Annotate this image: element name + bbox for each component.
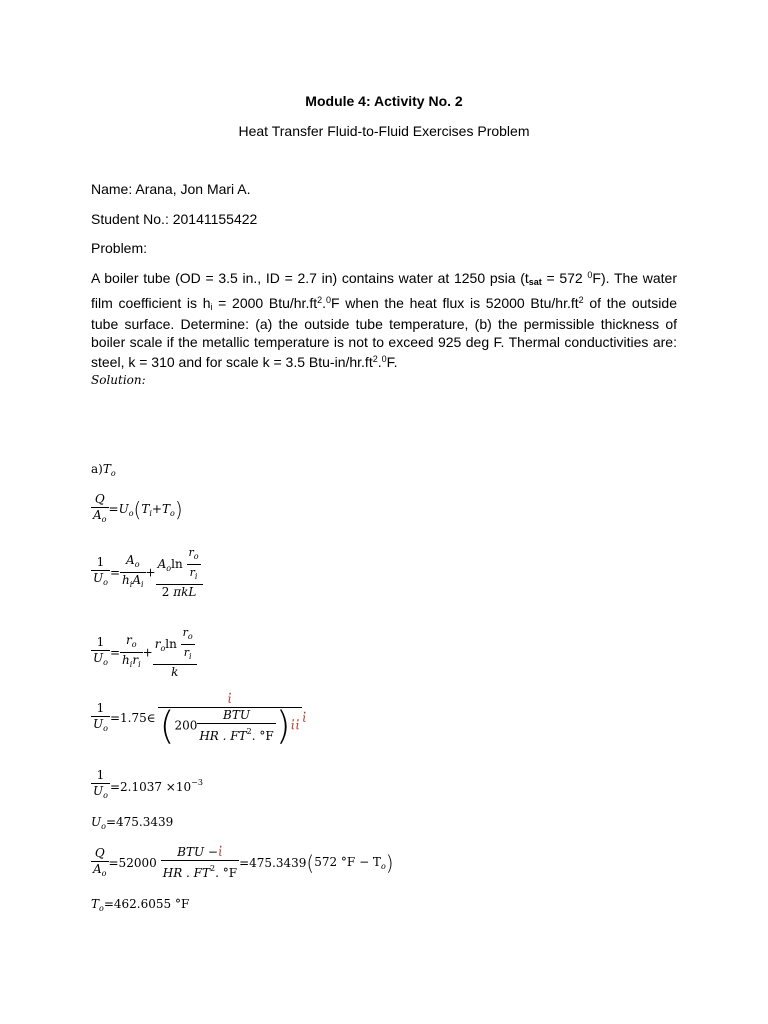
student-name: Name: Arana, Jon Mari A.: [91, 181, 251, 197]
equation-heat-flux: $\frac{Q}{A_o}$ $=U_o(T_i+T_o)$: [91, 492, 183, 527]
equation-substitution: $\frac{1}{U_o}$ =1.75∈ ἰ (200 $\frac{\text{BTU}}{HR . FT^2. ^\circ F}$ )ἰἰ ἰ: [93, 692, 307, 748]
equation-overall-coefficient: $\frac{1}{U_o}$ = $\frac{A_o}{h_iA_i}$ + $A_o\ln$ $\frac{r_o}{r_i}$ 2 πkL: [91, 545, 203, 600]
solution-label: Solution:: [91, 373, 146, 387]
student-number: Student No.: 20141155422: [91, 211, 258, 227]
result-uo: $U_o=475.3439$: [91, 815, 174, 831]
result-inverse-uo: $\frac{1}{U_o}$ $=2.1037 \times 10^{-3}$: [91, 768, 203, 803]
page-subtitle: Heat Transfer Fluid-to-Fluid Exercises Problem: [238, 123, 530, 139]
part-a-heading: $a)T_o$: [91, 462, 116, 478]
problem-label: Problem:: [91, 240, 148, 256]
equation-radius-form: $\frac{1}{U_o}$ = $\frac{r_o}{h_ir_i}$ + $r_o\ln$ $\frac{r_o}{r_i}$ k: [91, 625, 197, 680]
result-to: $T_o=462.6055$ °F: [91, 897, 190, 913]
problem-statement: A boiler tube (OD = 3.5 in., ID = 2.7 in) contains water at 1250 psia ($t_{sat} = 572$ $^0$F). The water film coefficient is $h_i = 2000$ Btu/$hr.ft^2.^0F$ when the heat flux is 52000 Btu/$hr.ft^2$ of the outside tube surface. Determine: (a) the outside tube temperature, (b) the permissible thickness of boiler scale if the metallic temperature is not to exceed 925 deg F. Thermal conductivities are: steel, k = 310 and for scale k = 3.5 Btu-$in/hr.ft^2.^0F$.: [91, 270, 678, 371]
equation-solve-to: $\frac{Q}{A_o}$ =52000 $\frac{\text{BTU −ἰ}}{HR . FT^2. ^\circ F}$ =475.3439(572 $^\circ F - T_o$): [93, 845, 394, 880]
page-title: Module 4: Activity No. 2: [305, 93, 463, 109]
